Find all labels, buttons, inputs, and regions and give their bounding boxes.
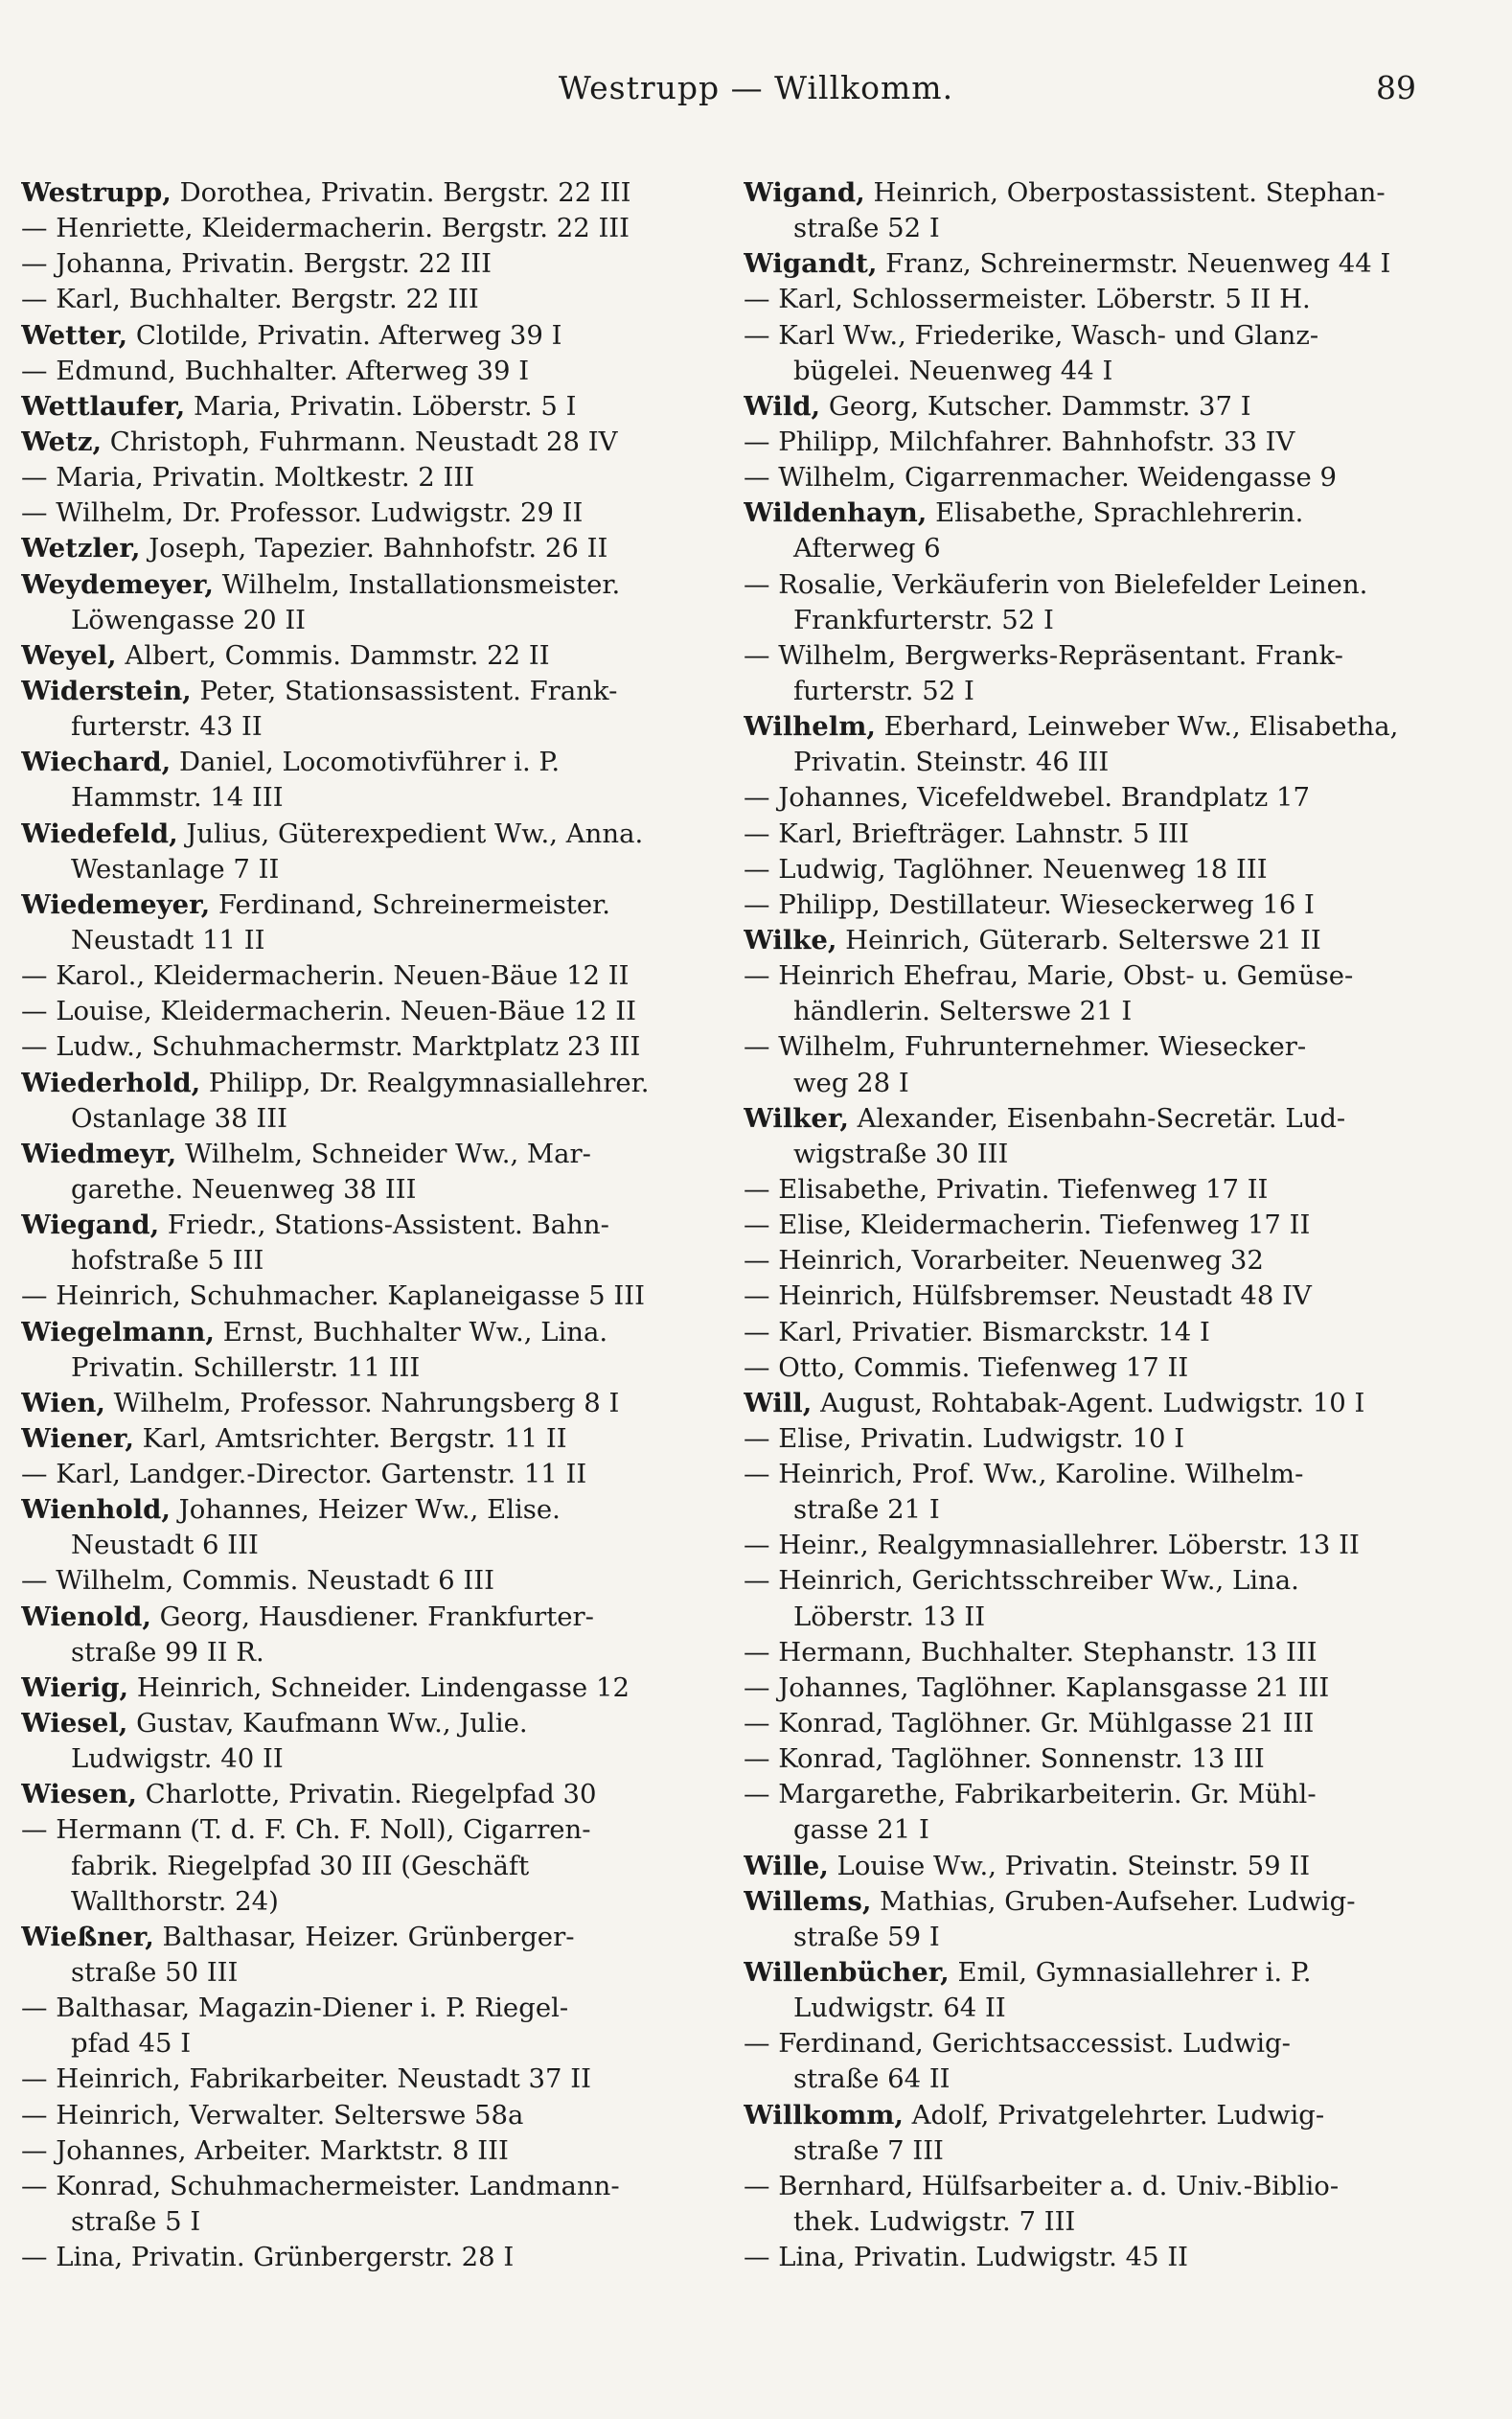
entry-details: Karl, Amtsrichter. Bergstr. 11 II <box>133 1422 567 1454</box>
entry-sub-line: — Karl, Schlossermeister. Löberstr. 5 II H. <box>744 284 1311 315</box>
entry-head-line <box>21 1777 694 1812</box>
entry-sub-line: — Karl Ww., Friederike, Wasch- und Glanz- <box>744 319 1319 351</box>
entry-sub-line: — Karl, Landger.-Director. Gartenstr. 11 II <box>21 1459 587 1490</box>
entry-sub-line: — Heinrich, Fabrikarbeiter. Neustadt 37 II <box>21 2063 591 2095</box>
entry-sub-line: — Wilhelm, Fuhrunternehmer. Wiesecker- <box>744 1031 1307 1063</box>
entry-sub-line: — Edmund, Buchhalter. Afterweg 39 I <box>21 355 530 386</box>
surname: Wigandt, <box>744 248 878 280</box>
entry-continuation-line: händlerin. Selterswe 21 I <box>793 996 1133 1027</box>
entry-head-line <box>21 425 694 460</box>
left-column <box>21 175 694 2275</box>
entry-sub-line: — Wilhelm, Bergwerks-Repräsentant. Frank- <box>744 639 1343 671</box>
entry-head-line <box>21 817 694 852</box>
entry-head-line <box>21 638 694 674</box>
entry-sub-line: — Karl, Briefträger. Lahnstr. 5 III <box>744 818 1189 849</box>
entry-details: Alexander, Eisenbahn-Secretär. Lud- <box>848 1102 1346 1134</box>
entry-sub-line: — Wilhelm, Dr. Professor. Ludwigstr. 29 II <box>21 497 584 529</box>
entry-details: Elisabethe, Sprachlehrerin. <box>927 497 1304 529</box>
surname: Wetter, <box>21 319 128 351</box>
entry-details: Georg, Kutscher. Dammstr. 37 I <box>820 390 1251 422</box>
surname: Wetz, <box>21 426 103 457</box>
entry-head-line <box>21 531 694 566</box>
entry-sub-line: — Johannes, Taglöhner. Kaplansgasse 21 III <box>744 1671 1330 1703</box>
entry-head-line <box>744 389 1426 425</box>
entry-details: Charlotte, Privatin. Riegelpfad 30 <box>136 1779 597 1810</box>
entry-sub-line: — Karl, Privatier. Bismarckstr. 14 I <box>744 1316 1210 1348</box>
entry-details: Joseph, Tapezier. Bahnhofstr. 26 II <box>140 533 608 564</box>
entry-details: Philipp, Dr. Realgymnasiallehrer. <box>200 1067 650 1098</box>
surname: Wiechard, <box>21 747 172 778</box>
entry-details: Daniel, Locomotivführer i. P. <box>171 747 561 778</box>
entry-continuation-line: thek. Ludwigstr. 7 III <box>793 2206 1076 2238</box>
entry-sub-line: — Maria, Privatin. Moltkestr. 2 III <box>21 462 475 494</box>
entry-details: August, Rohtabak-Agent. Ludwigstr. 10 I <box>812 1387 1365 1418</box>
entry-head-line <box>21 1600 694 1635</box>
entry-sub-line: — Konrad, Schuhmachermeister. Landmann- <box>21 2170 620 2201</box>
surname: Westrupp, <box>21 177 172 208</box>
entry-details: Heinrich, Güterarb. Selterswe 21 II <box>836 924 1321 956</box>
entry-continuation-line: straße 52 I <box>793 213 940 244</box>
entry-sub-line: — Johanna, Privatin. Bergstr. 22 III <box>21 248 492 280</box>
surname: Will, <box>744 1387 813 1418</box>
entry-head-line <box>744 923 1426 958</box>
entry-head-line <box>21 175 694 211</box>
entry-head-line <box>744 246 1426 282</box>
surname: Wilker, <box>744 1102 849 1134</box>
entry-head-line <box>744 1101 1426 1137</box>
surname: Wienhold, <box>21 1494 171 1526</box>
surname: Wiener, <box>21 1422 134 1454</box>
entry-details: Wilhelm, Installationsmeister. <box>213 568 621 600</box>
entry-sub-line: — Lina, Privatin. Grünbergerstr. 28 I <box>21 2242 515 2273</box>
entry-details: Mathias, Gruben-Aufseher. Ludwig- <box>871 1885 1356 1917</box>
surname: Wild, <box>744 390 821 422</box>
entry-continuation-line: Wallthorstr. 24) <box>71 1885 279 1917</box>
surname: Wien, <box>21 1387 105 1418</box>
entry-details: Peter, Stationsassistent. Frank- <box>191 675 618 706</box>
entry-head-line <box>21 887 694 923</box>
entry-details: Eberhard, Leinweber Ww., Elisabetha, <box>875 711 1399 743</box>
entry-head-line <box>21 1137 694 1172</box>
surname: Willkomm, <box>744 2099 904 2131</box>
entry-continuation-line: straße 64 II <box>793 2063 951 2095</box>
entry-head-line <box>21 1492 694 1528</box>
entry-continuation-line: Löberstr. 13 II <box>793 1601 986 1632</box>
entry-details: Albert, Commis. Dammstr. 22 II <box>116 639 550 671</box>
entry-sub-line: — Margarethe, Fabrikarbeiterin. Gr. Mühl- <box>744 1779 1317 1810</box>
page-number: 89 <box>1376 69 1416 106</box>
surname: Wettlaufer, <box>21 390 186 422</box>
entry-sub-line: — Konrad, Taglöhner. Sonnenstr. 13 III <box>744 1743 1265 1775</box>
entry-continuation-line: Hammstr. 14 III <box>71 782 284 814</box>
entry-details: Maria, Privatin. Löberstr. 5 I <box>185 390 577 422</box>
entry-continuation-line: straße 50 III <box>71 1957 239 1989</box>
entry-head-line <box>21 674 694 709</box>
entry-sub-line: — Wilhelm, Commis. Neustadt 6 III <box>21 1565 494 1597</box>
entry-continuation-line: bügelei. Neuenweg 44 I <box>793 355 1113 386</box>
entry-sub-line: — Elisabethe, Privatin. Tiefenweg 17 II <box>744 1173 1269 1205</box>
entry-sub-line: — Konrad, Taglöhner. Gr. Mühlgasse 21 III <box>744 1708 1315 1739</box>
entry-continuation-line: straße 21 I <box>793 1494 940 1526</box>
entry-continuation-line: weg 28 I <box>793 1067 909 1098</box>
entry-sub-line: — Ludw., Schuhmachermstr. Marktplatz 23 III <box>21 1031 641 1063</box>
entry-head-line <box>744 1386 1426 1421</box>
entry-sub-line: — Heinrich, Gerichtsschreiber Ww., Lina. <box>744 1565 1299 1597</box>
surname: Willenbücher, <box>744 1957 950 1989</box>
surname: Wiederhold, <box>21 1067 201 1098</box>
surname: Wiedefeld, <box>21 818 178 849</box>
entry-continuation-line: Neustadt 6 III <box>71 1530 259 1561</box>
entry-continuation-line: Afterweg 6 <box>793 533 941 564</box>
entry-continuation-line: Löwengasse 20 II <box>71 604 307 635</box>
entry-sub-line: — Hermann (T. d. F. Ch. F. Noll), Cigarren- <box>21 1814 591 1846</box>
entry-head-line <box>744 1884 1426 1920</box>
entry-sub-line: — Ludwig, Taglöhner. Neuenweg 18 III <box>744 853 1268 885</box>
entry-continuation-line: Privatin. Schillerstr. 11 III <box>71 1351 421 1383</box>
entry-sub-line: — Balthasar, Magazin-Diener i. P. Riegel- <box>21 1993 569 2024</box>
surname: Wienold, <box>21 1601 151 1632</box>
entry-sub-line: — Ferdinand, Gerichtsaccessist. Ludwig- <box>744 2028 1291 2060</box>
entry-details: Balthasar, Heizer. Grünberger- <box>153 1921 575 1952</box>
entry-head-line <box>21 567 694 603</box>
entry-head-line <box>21 1920 694 1955</box>
entry-continuation-line: Ludwigstr. 64 II <box>793 1993 1006 2024</box>
entry-sub-line: — Hermann, Buchhalter. Stephanstr. 13 III <box>744 1636 1317 1668</box>
entry-head-line <box>744 175 1426 211</box>
entry-sub-line: — Heinr., Realgymnasiallehrer. Löberstr. 13 II <box>744 1530 1360 1561</box>
entry-details: Friedr., Stations-Assistent. Bahn- <box>159 1210 609 1241</box>
entry-sub-line: — Henriette, Kleidermacherin. Bergstr. 22 III <box>21 213 630 244</box>
surname: Widerstein, <box>21 675 192 706</box>
surname: Weyel, <box>21 639 117 671</box>
entry-head-line <box>744 709 1426 745</box>
entry-continuation-line: straße 5 I <box>71 2206 201 2238</box>
entry-sub-line: — Lina, Privatin. Ludwigstr. 45 II <box>744 2242 1189 2273</box>
entry-sub-line: — Heinrich, Prof. Ww., Karoline. Wilhelm- <box>744 1459 1304 1490</box>
entry-sub-line: — Louise, Kleidermacherin. Neuen-Bäue 12 II <box>21 996 636 1027</box>
entry-head-line <box>21 1670 694 1706</box>
entry-head-line <box>744 1955 1426 1991</box>
entry-details: Julius, Güterexpedient Ww., Anna. <box>177 818 644 849</box>
entry-continuation-line: furterstr. 52 I <box>793 675 974 706</box>
surname: Wiegelmann, <box>21 1316 215 1348</box>
entry-head-line <box>21 1706 694 1741</box>
entry-head-line <box>21 1208 694 1243</box>
surname: Wießner, <box>21 1921 154 1952</box>
entry-details: Franz, Schreinermstr. Neuenweg 44 I <box>877 248 1391 280</box>
entry-head-line <box>21 1066 694 1101</box>
entry-continuation-line: Westanlage 7 II <box>71 853 280 885</box>
entry-sub-line: — Heinrich, Vorarbeiter. Neuenweg 32 <box>744 1245 1264 1277</box>
entry-details: Ferdinand, Schreinermeister. <box>210 888 610 920</box>
surname: Wierig, <box>21 1671 129 1703</box>
entry-sub-line: — Bernhard, Hülfsarbeiter a. d. Univ.-Biblio- <box>744 2170 1340 2201</box>
entry-sub-line: — Karl, Buchhalter. Bergstr. 22 III <box>21 284 479 315</box>
entry-continuation-line: Privatin. Steinstr. 46 III <box>793 747 1110 778</box>
entry-sub-line: — Wilhelm, Cigarrenmacher. Weidengasse 9 <box>744 462 1337 494</box>
surname: Wildenhayn, <box>744 497 928 529</box>
entry-continuation-line: straße 99 II R. <box>71 1636 264 1668</box>
entry-sub-line: — Heinrich, Verwalter. Selterswe 58a <box>21 2099 524 2131</box>
entry-details: Emil, Gymnasiallehrer i. P. <box>949 1957 1312 1989</box>
entry-details: Johannes, Heizer Ww., Elise. <box>170 1494 561 1526</box>
surname: Wiedmeyr, <box>21 1138 177 1169</box>
entry-details: Heinrich, Oberpostassistent. Stephan- <box>864 177 1386 208</box>
surname: Willems, <box>744 1885 872 1917</box>
surname: Wetzler, <box>21 533 141 564</box>
entry-head-line <box>21 389 694 425</box>
entry-head-line <box>744 495 1426 531</box>
surname: Wilke, <box>744 924 837 956</box>
entry-continuation-line: hofstraße 5 III <box>71 1245 264 1277</box>
entry-sub-line: — Rosalie, Verkäuferin von Bielefelder Leinen. <box>744 568 1368 600</box>
entry-sub-line: — Heinrich, Schuhmacher. Kaplaneigasse 5 III <box>21 1280 645 1312</box>
entry-sub-line: — Johannes, Vicefeldwebel. Brandplatz 17 <box>744 782 1311 814</box>
surname: Wigand, <box>744 177 865 208</box>
entry-head-line <box>21 1421 694 1457</box>
entry-details: Georg, Hausdiener. Frankfurter- <box>150 1601 594 1632</box>
entry-head-line <box>21 318 694 354</box>
entry-continuation-line: wigstraße 30 III <box>793 1138 1009 1169</box>
entry-continuation-line: fabrik. Riegelpfad 30 III (Geschäft <box>71 1850 530 1881</box>
surname: Wiesel, <box>21 1708 128 1739</box>
entry-continuation-line: furterstr. 43 II <box>71 711 263 743</box>
entry-continuation-line: gasse 21 I <box>793 1814 929 1846</box>
surname: Wille, <box>744 1850 829 1881</box>
entry-details: Wilhelm, Professor. Nahrungsberg 8 I <box>104 1387 620 1418</box>
entry-head-line <box>744 1849 1426 1884</box>
entry-sub-line: — Elise, Kleidermacherin. Tiefenweg 17 II <box>744 1210 1311 1241</box>
entry-head-line <box>21 745 694 780</box>
running-head: Westrupp — Willkomm. <box>558 69 954 106</box>
right-column <box>744 175 1426 2275</box>
entry-continuation-line: pfad 45 I <box>71 2028 192 2060</box>
entry-continuation-line: Neustadt 11 II <box>71 924 265 956</box>
entry-details: Louise Ww., Privatin. Steinstr. 59 II <box>828 1850 1311 1881</box>
entry-details: Gustav, Kaufmann Ww., Julie. <box>127 1708 528 1739</box>
page-header <box>0 69 1512 127</box>
entry-details: Ernst, Buchhalter Ww., Lina. <box>215 1316 608 1348</box>
surname: Wiegand, <box>21 1210 160 1241</box>
surname: Wiedemeyer, <box>21 888 211 920</box>
entry-sub-line: — Heinrich Ehefrau, Marie, Obst- u. Gemüse- <box>744 960 1354 992</box>
entry-details: Clotilde, Privatin. Afterweg 39 I <box>127 319 562 351</box>
entry-sub-line: — Philipp, Milchfahrer. Bahnhofstr. 33 IV <box>744 426 1295 457</box>
entry-head-line <box>744 2098 1426 2133</box>
entry-sub-line: — Heinrich, Hülfsbremser. Neustadt 48 IV <box>744 1280 1312 1312</box>
entry-sub-line: — Otto, Commis. Tiefenweg 17 II <box>744 1351 1189 1383</box>
surname: Wilhelm, <box>744 711 876 743</box>
entry-continuation-line: Ludwigstr. 40 II <box>71 1743 284 1775</box>
entry-details: Dorothea, Privatin. Bergstr. 22 III <box>171 177 631 208</box>
entry-continuation-line: straße 7 III <box>793 2134 944 2166</box>
entry-head-line <box>21 1315 694 1350</box>
entry-head-line <box>21 1386 694 1421</box>
entry-continuation-line: straße 59 I <box>793 1921 940 1952</box>
entry-details: Christoph, Fuhrmann. Neustadt 28 IV <box>102 426 618 457</box>
entry-continuation-line: Frankfurterstr. 52 I <box>793 604 1054 635</box>
entry-sub-line: — Karol., Kleidermacherin. Neuen-Bäue 12 II <box>21 960 630 992</box>
entry-continuation-line: garethe. Neuenweg 38 III <box>71 1173 417 1205</box>
surname: Wiesen, <box>21 1779 137 1810</box>
entry-details: Wilhelm, Schneider Ww., Mar- <box>176 1138 591 1169</box>
entry-sub-line: — Philipp, Destillateur. Wieseckerweg 16 I <box>744 888 1315 920</box>
entry-sub-line: — Elise, Privatin. Ludwigstr. 10 I <box>744 1422 1185 1454</box>
entry-continuation-line: Ostanlage 38 III <box>71 1102 287 1134</box>
entry-sub-line: — Johannes, Arbeiter. Marktstr. 8 III <box>21 2134 509 2166</box>
entry-details: Adolf, Privatgelehrter. Ludwig- <box>903 2099 1325 2131</box>
surname: Weydemeyer, <box>21 568 214 600</box>
entry-details: Heinrich, Schneider. Lindengasse 12 <box>128 1671 630 1703</box>
